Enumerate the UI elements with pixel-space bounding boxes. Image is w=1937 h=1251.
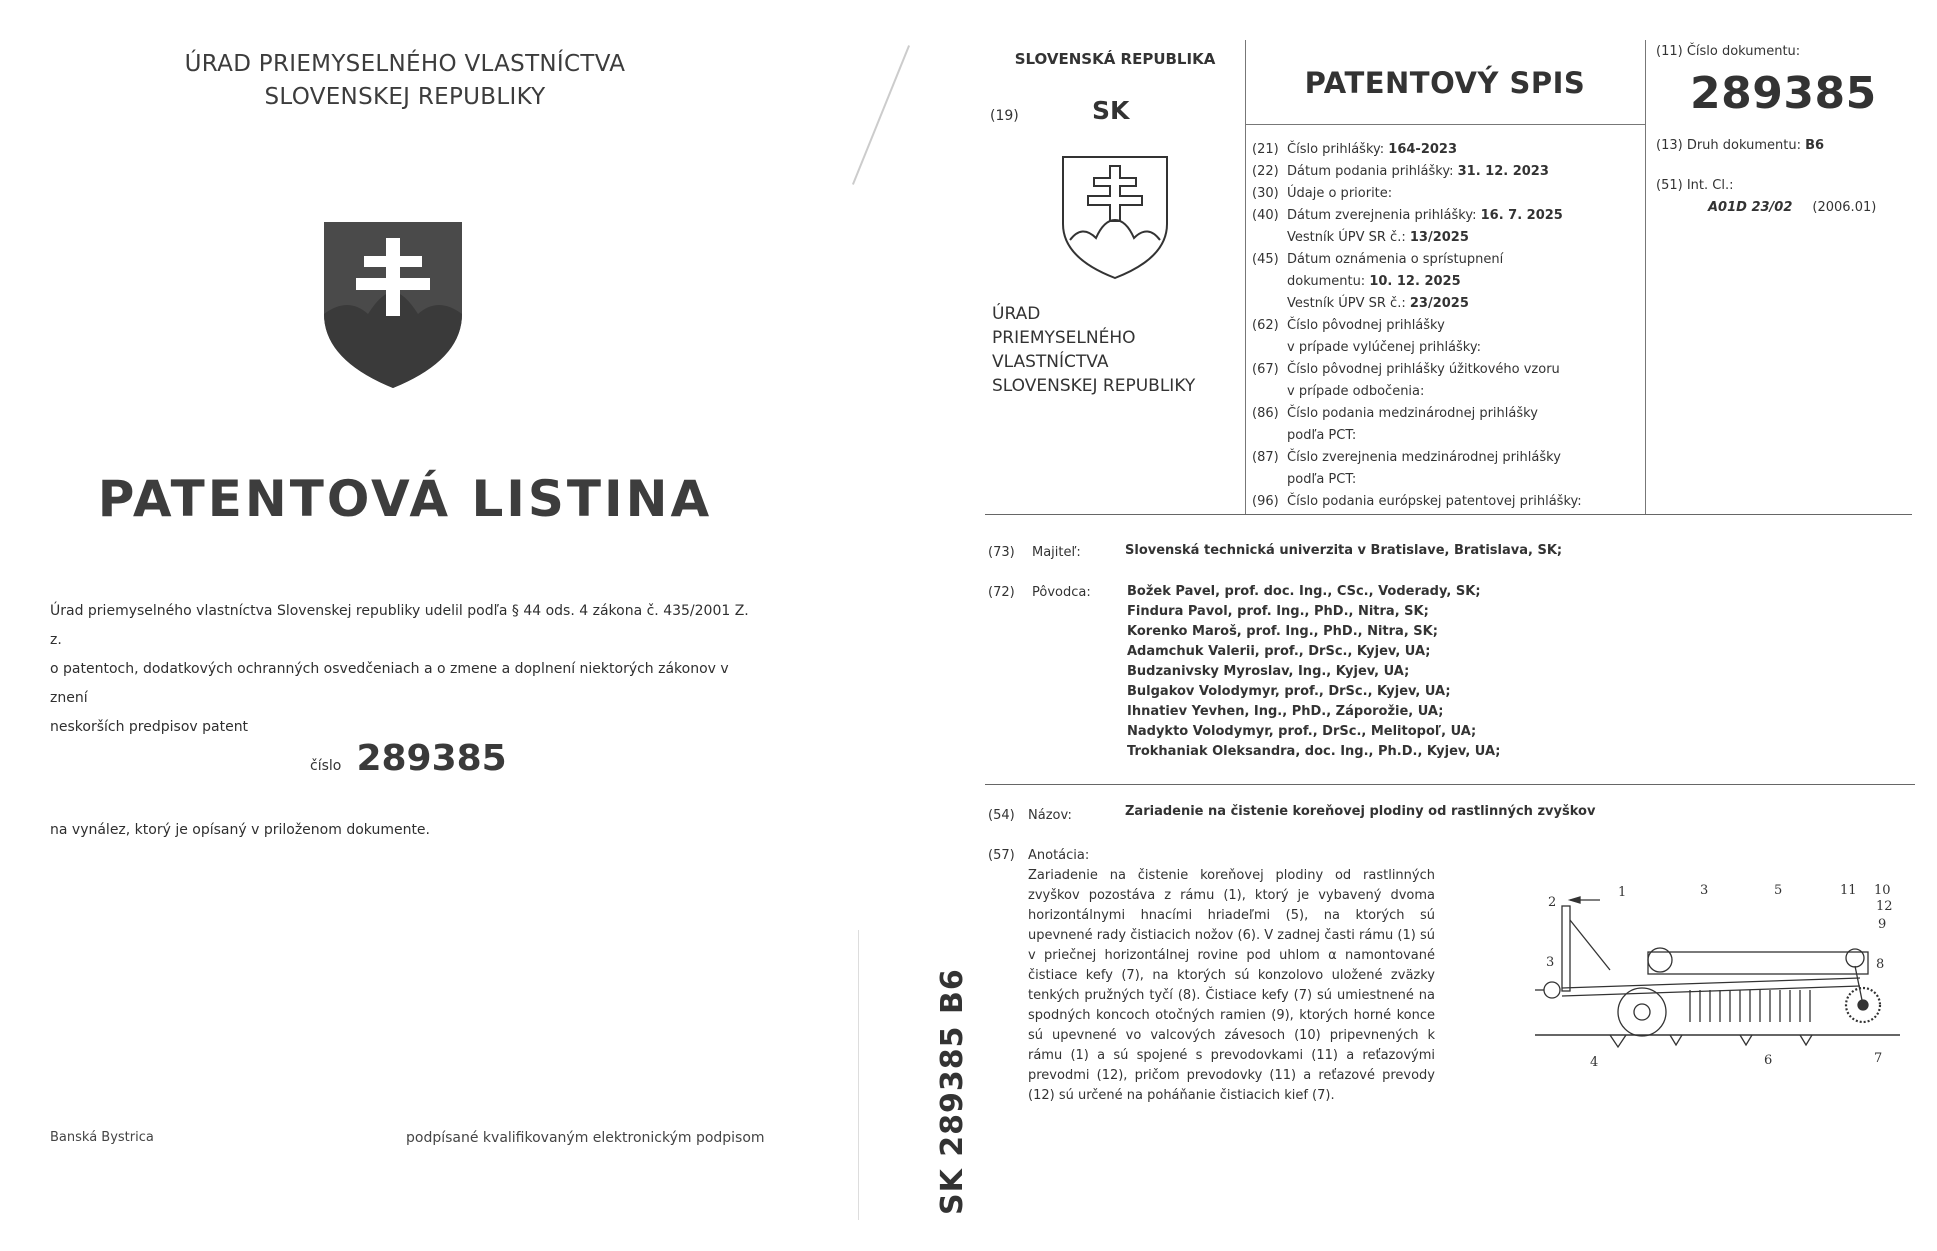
title-underline [1245,124,1645,125]
drawing-label: 10 [1874,883,1891,898]
drawing-label: 3 [1546,955,1555,970]
field-label: v prípade vylúčenej prihlášky: [1287,340,1481,355]
document-kind-value: B6 [1805,138,1825,153]
field-row [1252,206,1644,226]
document-number: 289385 [1690,68,1877,119]
bibliographic-fields [1252,140,1644,514]
inventor-item: Božek Pavel, prof. doc. Ing., CSc., Voderady, SK; [1127,584,1481,599]
field-value: 31. 12. 2023 [1457,164,1549,179]
field-value: 23/2025 [1409,296,1469,311]
inventor-item: Bulgakov Volodymyr, prof., DrSc., Kyjev, UA; [1127,684,1451,699]
owner-code: (73) [988,545,1015,560]
field-row [1252,426,1644,446]
document-kind-label: (13) Druh dokumentu: [1656,138,1806,153]
office-name-line: VLASTNÍCTVA [992,352,1109,372]
inventor-item: Ihnatiev Yevhen, Ing., PhD., Záporožie, UA; [1127,704,1444,719]
scan-artifact [852,45,910,185]
field-row [1252,250,1644,270]
field-label: Číslo pôvodnej prihlášky [1287,318,1445,333]
annotation-text: Zariadenie na čistenie koreňovej plodiny od rastlinných zvyškov pozostáva z rámu (1), ktorý je vybavený dvoma horizontálnymi hnacími hriadeľmi (5), na ktorých sú upevnené rady čistiacich nožov (6). V zadnej časti rámu (1) sú v priečnej horizontálnej rovine pod uhlom α namontované čistiace kefy (7), na ktorých sú konzolovo uložené zväzky tenkých pružných tyčí (8). Čistiace kefy (7) sú umiestnené na spodných koncoch otočných ramien (9), ktorých horné konce sú upevnené vo valcových závesoch (10) pripevnených k rámu (1) a sú spojené s prevodovkami (11) a reťazovými prevodmi (12), pričom prevodovky (11) a reťazové prevody (12) sú určené na poháňanie čistiacich kief (7). [1028,868,1435,1103]
grant-text [50,597,750,742]
field-code: (30) [1252,186,1279,201]
field-code [1252,228,1287,248]
field-code [1252,338,1287,358]
field-label: Vestník ÚPV SR č.: [1287,296,1410,311]
field-code [1252,272,1287,292]
patent-number-label: číslo [310,758,342,774]
field-row [1252,140,1644,160]
int-cl [1708,200,1876,215]
inventor-item: Findura Pavol, prof. Ing., PhD., Nitra, SK; [1127,604,1429,619]
inventor-list [1127,582,1500,762]
grant-text-line-1: Úrad priemyselného vlastníctva Slovenskej republiky udelil podľa § 44 ods. 4 zákona č. 435/2001 Z. z. [50,603,749,648]
code-19: (19) [990,108,1019,124]
drawing-label: 3 [1700,883,1709,898]
field-code: (87) [1252,450,1279,465]
coat-of-arms-icon [320,218,466,390]
field-label: Číslo podania európskej patentovej prihlášky: [1287,494,1582,509]
field-row [1252,382,1644,402]
field-code: (96) [1252,494,1279,509]
field-label: Číslo zverejnenia medzinárodnej prihlášky [1287,450,1561,465]
patent-number-block [310,738,507,779]
field-row [1252,360,1644,380]
drawing-label: 8 [1876,957,1885,972]
inventor-item: Adamchuk Valerii, prof., DrSc., Kyjev, UA; [1127,644,1431,659]
grant-text-line-2: o patentoch, dodatkových ochranných osvedčeniach a o zmene a doplnení niektorých zákonov v znení [50,661,729,706]
int-cl-class: A01D 23/02 [1708,200,1793,215]
field-code [1252,294,1287,314]
field-row [1252,470,1644,490]
field-row [1252,448,1644,468]
office-header [50,48,760,114]
int-cl-label: (51) Int. Cl.: [1656,178,1734,193]
technical-drawing [1530,870,1910,1080]
field-code: (67) [1252,362,1279,377]
office-line-1: ÚRAD PRIEMYSELNÉHO VLASTNÍCTVA [184,51,626,77]
page-divider [858,930,859,1220]
signature-note: podpísané kvalifikovaným elektronickým podpisom [406,1130,765,1146]
drawing-label: 11 [1840,883,1857,898]
field-code [1252,426,1287,446]
drawing-label: 6 [1764,1053,1773,1068]
drawing-label: 1 [1618,885,1627,900]
field-row [1252,294,1644,314]
field-label: Dátum zverejnenia prihlášky: [1287,208,1481,223]
field-code: (62) [1252,318,1279,333]
field-code: (40) [1252,208,1279,223]
field-row [1252,184,1644,204]
office-name-line: ÚRAD [992,304,1041,324]
section-divider [985,514,1912,515]
field-label: Číslo podania medzinárodnej prihlášky [1287,406,1538,421]
owner-label: Majiteľ: [1032,545,1081,560]
field-label: podľa PCT: [1287,472,1357,487]
field-row [1252,272,1644,292]
spine-label: SK 289385 B6 [935,968,970,1215]
document-kind [1656,138,1824,153]
field-code [1252,382,1287,402]
inventor-item: Trokhaniak Oleksandra, doc. Ing., Ph.D., Kyjev, UA; [1127,744,1501,759]
country-code: SK [1092,96,1130,125]
drawing-label: 7 [1874,1051,1883,1066]
invention-title: Zariadenie na čistenie koreňovej plodiny od rastlinných zvyškov [1125,804,1596,819]
field-code: (45) [1252,252,1279,267]
inventor-item: Budzanivsky Myroslav, Ing., Kyjev, UA; [1127,664,1410,679]
field-code: (86) [1252,406,1279,421]
drawing-label: 4 [1590,1055,1599,1070]
field-code: (22) [1252,164,1279,179]
grant-text-line-3: neskorších predpisov patent [50,719,249,735]
office-line-2: SLOVENSKEJ REPUBLIKY [264,84,546,110]
field-label: Údaje o priorite: [1287,186,1393,201]
document-title: PATENTOVÁ LISTINA [97,470,713,528]
field-value: 10. 12. 2025 [1369,274,1461,289]
field-label: Dátum podania prihlášky: [1287,164,1458,179]
field-label: Číslo pôvodnej prihlášky úžitkového vzoru [1287,362,1560,377]
field-row [1252,338,1644,358]
inventor-item: Nadykto Volodymyr, prof., DrSc., Melitopoľ, UA; [1127,724,1477,739]
annotation-label: Anotácia: [1028,848,1090,863]
field-row [1252,404,1644,424]
drawing-label: 5 [1774,883,1783,898]
field-value: 16. 7. 2025 [1480,208,1563,223]
office-name-block [992,302,1212,398]
int-cl-version: (2006.01) [1812,200,1877,215]
field-row [1252,316,1644,336]
field-label: dokumentu: [1287,274,1370,289]
field-label: Vestník ÚPV SR č.: [1287,230,1410,245]
field-label: podľa PCT: [1287,428,1357,443]
inventor-label: Pôvodca: [1032,585,1091,600]
office-name-line: SLOVENSKEJ REPUBLIKY [992,376,1196,396]
drawing-label: 9 [1878,917,1887,932]
field-row [1252,492,1644,512]
title-code: (54) [988,808,1015,823]
patent-number: 289385 [356,738,507,779]
column-divider [1645,40,1646,515]
drawing-label: 12 [1876,899,1893,914]
field-code: (21) [1252,142,1279,157]
invention-note: na vynález, ktorý je opísaný v priloženom dokumente. [50,822,430,838]
owner-value: Slovenská technická univerzita v Bratislave, Bratislava, SK; [1125,543,1563,558]
drawing-label: 2 [1548,895,1557,910]
field-code [1252,470,1287,490]
field-label: v prípade odbočenia: [1287,384,1425,399]
document-number-label: (11) Číslo dokumentu: [1656,44,1801,59]
issue-city: Banská Bystrica [50,1130,154,1145]
title-label: Názov: [1028,808,1072,823]
field-row [1252,162,1644,182]
inventor-item: Korenko Maroš, prof. Ing., PhD., Nitra, SK; [1127,624,1438,639]
republic-label: SLOVENSKÁ REPUBLIKA [1014,50,1216,68]
field-value: 164-2023 [1388,142,1458,157]
section-divider [985,784,1915,785]
spec-title: PATENTOVÝ SPIS [1304,66,1586,100]
field-value: 13/2025 [1409,230,1469,245]
office-name-line: PRIEMYSELNÉHO [992,328,1136,348]
field-label: Číslo prihlášky: [1287,142,1389,157]
column-divider [1245,40,1246,515]
field-row [1252,228,1644,248]
coat-of-arms-outline-icon [1060,154,1170,280]
field-label: Dátum oznámenia o sprístupnení [1287,252,1504,267]
inventor-code: (72) [988,585,1015,600]
annotation-code: (57) [988,848,1015,863]
